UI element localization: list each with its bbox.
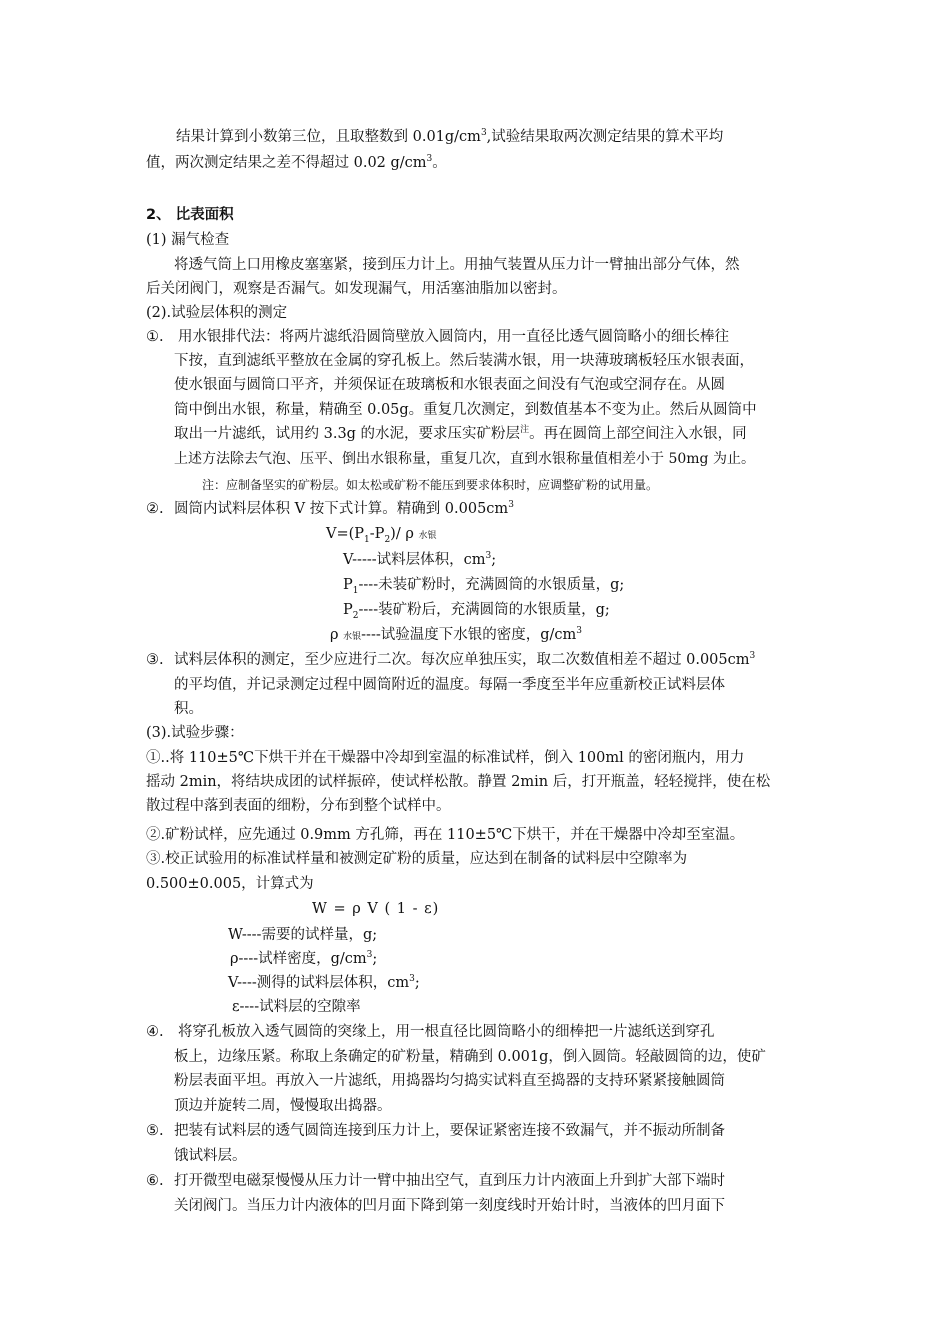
subsection-title-volume: (2).试验层体积的测定 [146, 305, 288, 321]
item4-line-1: 将穿孔板放入透气圆筒的突缘上，用一根直径比圆筒略小的细棒把一片滤纸送到穿孔 [178, 1024, 715, 1040]
item1-line-3: 使水银面与圆筒口平齐，并须保证在玻璃板和水银表面之间没有气泡或空洞存在。从圆 [174, 377, 725, 393]
result-line-1: 结果计算到小数第三位，且取整数到 $0.01g/cm^3$,试验结果取两次测定结果的算术平均 [176, 128, 724, 145]
item4-line-3: 粉层表面平坦。再放入一片滤纸，用捣器均匀捣实试料直至捣器的支持环紧紧接触圆筒 [174, 1073, 725, 1089]
mass-def-rho: ρ----试样密度，$g/cm^3$; [230, 950, 378, 967]
item-number-2: ②. [146, 501, 164, 517]
item1-line-5: 取出一片滤纸，试用约 3.3g 的水泥，要求压实矿粉层$^注$。再在圆筒上部空间注入水银，同 [174, 425, 747, 442]
item-number-6: ⑥. [146, 1173, 164, 1189]
mass-def-v: V----测得的试料层体积，$cm^3$; [228, 974, 420, 991]
formula-def-v: V-----试料层体积，$cm^3$; [343, 551, 497, 568]
step3-line-2: 0.500±0.005，计算式为 [146, 876, 314, 892]
item1-footnote: 注：应制备坚实的矿粉层。如太松或矿粉不能压到要求体积时，应调整矿粉的试用量。 [202, 478, 659, 492]
leak-check-line-1: 将透气筒上口用橡皮塞塞紧，接到压力计上。用抽气装置从压力计一臂抽出部分气体，然 [174, 257, 740, 273]
item3-line-1: 试料层体积的测定，至少应进行二次。每次应单独压实，取二次数值相差不超过 $0.005cm^3$ [174, 651, 756, 668]
item6-line-2: 关闭阀门。当压力计内液体的凹月面下降到第一刻度线时开始计时，当液体的凹月面下 [174, 1198, 725, 1214]
leak-check-line-2: 后关闭阀门，观察是否漏气。如发现漏气，用活塞油脂加以密封。 [146, 281, 567, 297]
formula-def-p1: $P_1----$未装矿粉时，充满圆筒的水银质量，g; [343, 577, 625, 596]
step1-line-1: ①..将 110±5℃下烘干并在干燥器中冷却到室温的标准试样，倒入 100ml 的密闭瓶内，用力 [146, 750, 745, 766]
formula-def-rho: ρ 水银----试验温度下水银的密度，$g/cm^3$ [330, 626, 583, 643]
item2-line-1: 圆筒内试料层体积 V 按下式计算。精确到 $0.005cm^3$ [174, 500, 514, 517]
subsection-title-leak-check: (1) 漏气检查 [146, 232, 230, 248]
item5-line-2: 饿试料层。 [174, 1148, 247, 1164]
formula-def-p2: $P_2----$装矿粉后，充满圆筒的水银质量，g; [343, 602, 610, 621]
step1-line-2: 摇动 2min，将结块成团的试样振碎，使试样松散。静置 2min 后，打开瓶盖，轻轻搅拌，使在松 [146, 774, 771, 790]
mass-formula: W = ρ V ( 1 - ε) [312, 901, 440, 917]
item3-line-2: 的平均值，并记录测定过程中圆筒附近的温度。每隔一季度至半年应重新校正试料层体 [174, 677, 725, 693]
item6-line-1: 打开微型电磁泵慢慢从压力计一臂中抽出空气，直到压力计内液面上升到扩大部下端时 [174, 1173, 725, 1189]
result-line-2: 值，两次测定结果之差不得超过 0.02 $g/cm^3$。 [146, 154, 447, 171]
item1-line-4: 筒中倒出水银，称量，精确至 0.05g。重复几次测定，到数值基本不变为止。然后从圆筒中 [174, 402, 757, 418]
subsection-title-procedure: (3).试验步骤： [146, 725, 244, 741]
item1-line-6: 上述方法除去气泡、压平、倒出水银称量，重复几次，直到水银称量值相差小于 50mg 为止。 [174, 451, 755, 467]
mass-def-epsilon: ε----试料层的空隙率 [232, 999, 361, 1015]
mass-def-w: W----需要的试样量，g; [228, 927, 378, 943]
step2-line-1: ②.矿粉试样，应先通过 0.9mm 方孔筛，再在 110±5℃下烘干，并在干燥器中冷却至室温。 [146, 827, 745, 843]
item-number-1: ①. [146, 329, 164, 345]
item1-line-1: 用水银排代法：将两片滤纸沿圆筒壁放入圆筒内，用一直径比透气圆筒略小的细长棒往 [178, 329, 729, 345]
item5-line-1: 把装有试料层的透气圆筒连接到压力计上，要保证紧密连接不致漏气，并不振动所制备 [174, 1123, 725, 1139]
item4-line-4: 顶边并旋转二周，慢慢取出捣器。 [174, 1098, 392, 1114]
item3-line-3: 积。 [174, 701, 203, 717]
item-number-5: ⑤. [146, 1123, 164, 1139]
item-number-4: ④. [146, 1024, 164, 1040]
section-heading: 2、 比表面积 [146, 207, 234, 223]
item4-line-2: 板上，边缘压紧。称取上条确定的矿粉量，精确到 0.001g，倒入圆筒。轻敲圆筒的边，使矿 [174, 1049, 766, 1065]
volume-formula: $V=(P_1-P_2)/$ ρ 水银 [326, 526, 437, 545]
item-number-3: ③. [146, 652, 164, 668]
step1-line-3: 散过程中落到表面的细粉，分布到整个试样中。 [146, 798, 451, 814]
item1-line-2: 下按，直到滤纸平整放在金属的穿孔板上。然后装满水银，用一块薄玻璃板轻压水银表面， [174, 353, 754, 369]
step3-line-1: ③.校正试验用的标准试样量和被测定矿粉的质量，应达到在制备的试料层中空隙率为 [146, 851, 688, 867]
